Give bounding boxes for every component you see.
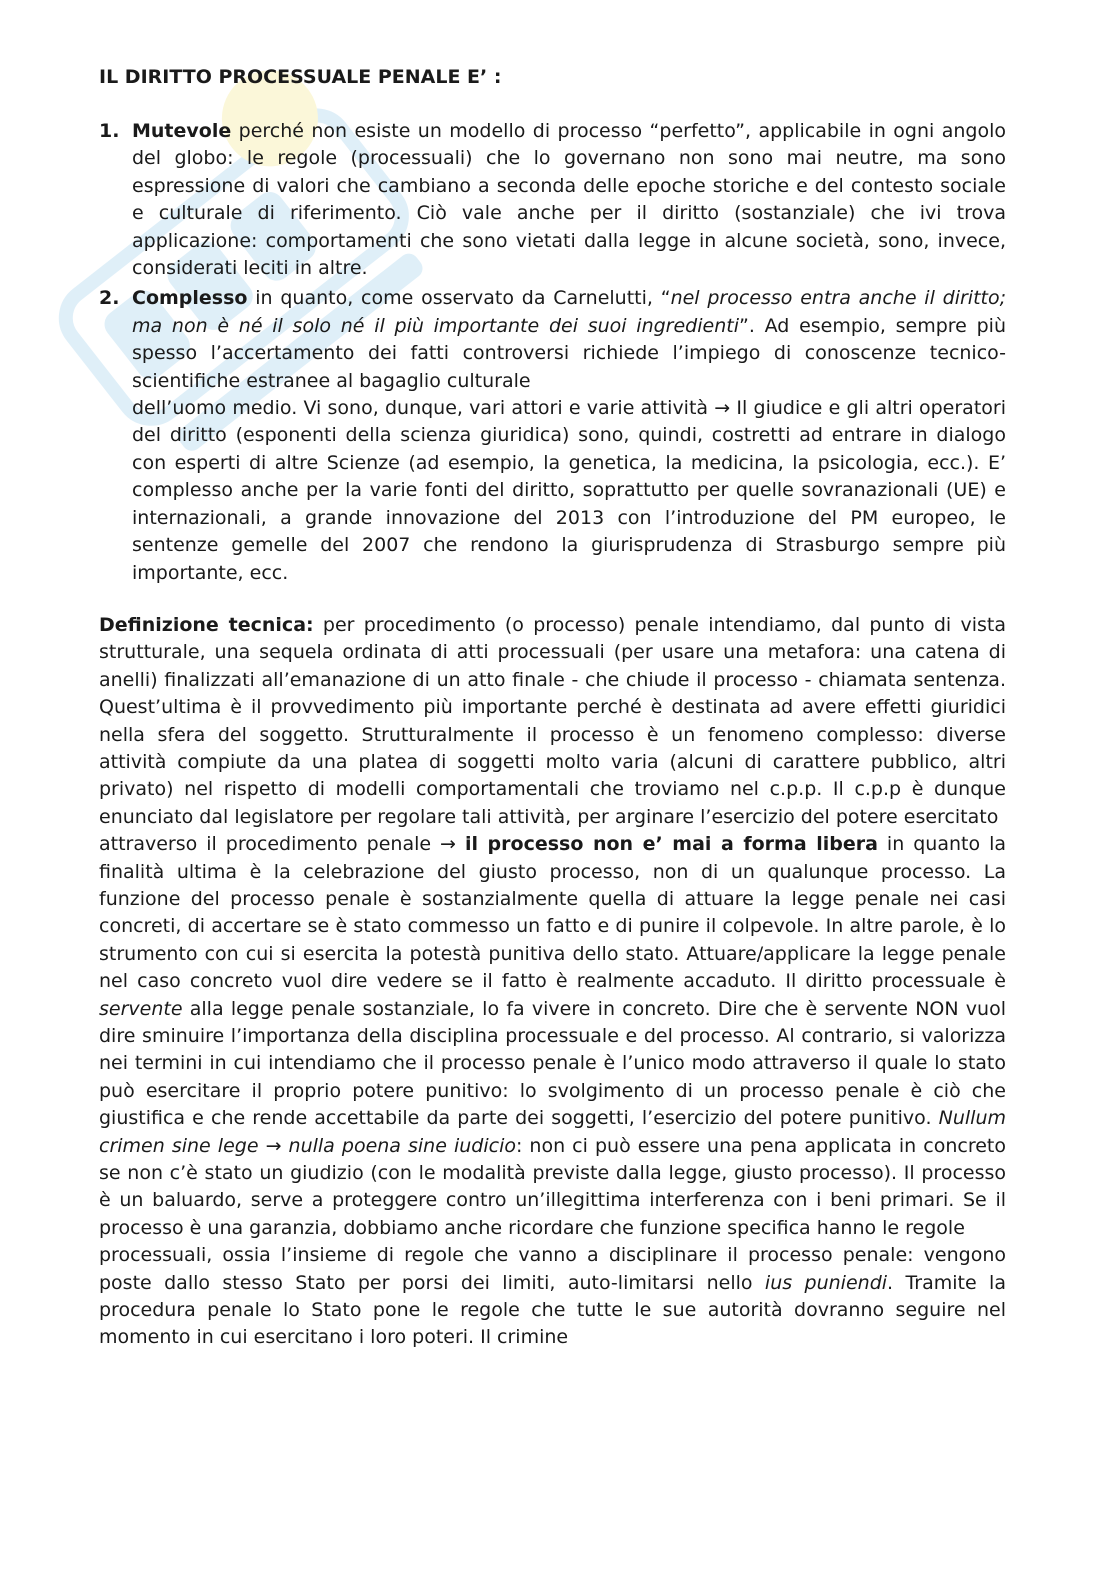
definition-text: in quanto la finalità ultima è la celebrazione del giusto processo, non di un qualunque processo. La funzione del processo penale è sostanzialmente quella di attuare la legge penale nei casi concreti, di accertare se è stato commesso un fatto e di punire il colpevole. In altre parole, è lo strumento con cui si esercita la potestà punitiva dello stato. Attuare/applicare la legge penale nel caso concreto vuol dire vedere se il fatto è realmente accaduto. Il diritto processuale è	[99, 833, 1006, 993]
definition-label: Definizione tecnica:	[99, 613, 314, 636]
latin-maxim: Nullum crimen sine lege → nulla poena sine iudicio	[99, 1107, 1006, 1157]
characteristics-list	[99, 118, 1006, 587]
definition-italic: ius puniendi	[764, 1271, 888, 1294]
definition-section	[99, 612, 1006, 1352]
list-text: in quanto, come osservato da Carnelutti, “	[247, 287, 671, 310]
definition-italic: servente	[99, 997, 183, 1020]
list-term: Mutevole	[132, 120, 232, 142]
definition-text: attraverso il procedimento penale →	[99, 833, 465, 856]
carnelutti-quote: nel processo entra anche il diritto; ma non è né il solo né il più importante dei suoi ingredienti	[132, 287, 1006, 337]
list-text: ”. Ad esempio, sempre più spesso l’accertamento dei fatti controversi richiede l’impiego di conoscenze tecnico-scientifiche estranee al bagaglio culturale	[132, 314, 1006, 392]
list-number: 2.	[99, 287, 120, 310]
list-term: Complesso	[132, 287, 248, 310]
definition-text: : non ci può essere una pena applicata in concreto se non c’è stato un giudizio (con le modalità previste dalla legge, giusto processo). Il processo è un baluardo, serve a proteggere contro un’illegittima interferenza con i beni primari. Se il processo è una garanzia, dobbiamo anche ricordare che funzione specifica hanno le regole	[99, 1134, 1006, 1239]
document-page	[99, 64, 1006, 1352]
document-title: IL DIRITTO PROCESSUALE PENALE E’ :	[99, 66, 502, 88]
list-text: dell’uomo medio. Vi sono, dunque, vari attori e varie attività → Il giudice e gli altri operatori del diritto (esponenti della scienza giuridica) sono, quindi, costretti ad entrare in dialogo con esperti di altre Scienze (ad esempio, la genetica, la medicina, la psicologia, ecc.). E’ complesso anche per la varie fonti del diritto, soprattutto per quelle sovranazionali (UE) e internazionali, a grande innovazione del 2013 con l’introduzione del PM europeo, le sentenze gemelle del 2007 che rendono la giurisprudenza di Strasburgo sempre più importante, ecc.	[132, 397, 1006, 584]
list-number: 1.	[99, 120, 120, 142]
definition-text: per procedimento (o processo) penale intendiamo, dal punto di vista strutturale, una sequela ordinata di atti processuali (per usare una metafora: una catena di anelli) finalizzati all’emanazione di un atto finale - che chiude il processo - chiamata sentenza. Quest’ultima è il provvedimento più importante perché è destinata ad avere effetti giuridici nella sfera del soggetto. Strutturalmente il processo è un fenomeno complesso: diverse attività compiute da una platea di soggetti molto varia (alcuni di carattere pubblico, altri privato) nel rispetto di modelli comportamentali che troviamo nel c.p.p. Il c.p.p è dunque enunciato dal legislatore per regolare tali attività, per arginare l’esercizio del potere esercitato	[99, 613, 1006, 828]
definition-bold: il processo non e’ mai a forma libera	[464, 833, 878, 856]
list-item	[99, 285, 1006, 586]
definition-text: alla legge penale sostanziale, lo fa vivere in concreto. Dire che è servente NON vuol dire sminuire l’importanza della disciplina processuale e del processo. Al contrario, si valorizza nei termini in cui intendiamo che il processo penale è l’unico modo attraverso il quale lo stato può esercitare il proprio potere punitivo: lo svolgimento di un processo penale è ciò che giustifica e che rende accettabile da parte dei soggetti, l’esercizio del potere punitivo.	[99, 997, 1006, 1130]
list-item	[99, 118, 1006, 282]
list-text: perché non esiste un modello di processo “perfetto”, applicabile in ogni angolo del globo: le regole (processuali) che lo governano non sono mai neutre, ma sono espressione di valori che cambiano a seconda delle epoche storiche e del contesto sociale e culturale di riferimento. Ciò vale anche per il diritto (sostanziale) che ivi trova applicazione: comportamenti che sono vietati dalla legge in alcune società, sono, invece, considerati leciti in altre.	[132, 120, 1006, 280]
definition-text: processuali, ossia l’insieme di regole che vanno a disciplinare il processo penale: vengono poste dallo stesso Stato per porsi dei limiti, auto-limitarsi nello	[99, 1244, 1006, 1294]
definition-text: . Tramite la procedura penale lo Stato pone le regole che tutte le sue autorità dovranno seguire nel momento in cui esercitano i loro poteri. Il crimine	[99, 1271, 1006, 1349]
